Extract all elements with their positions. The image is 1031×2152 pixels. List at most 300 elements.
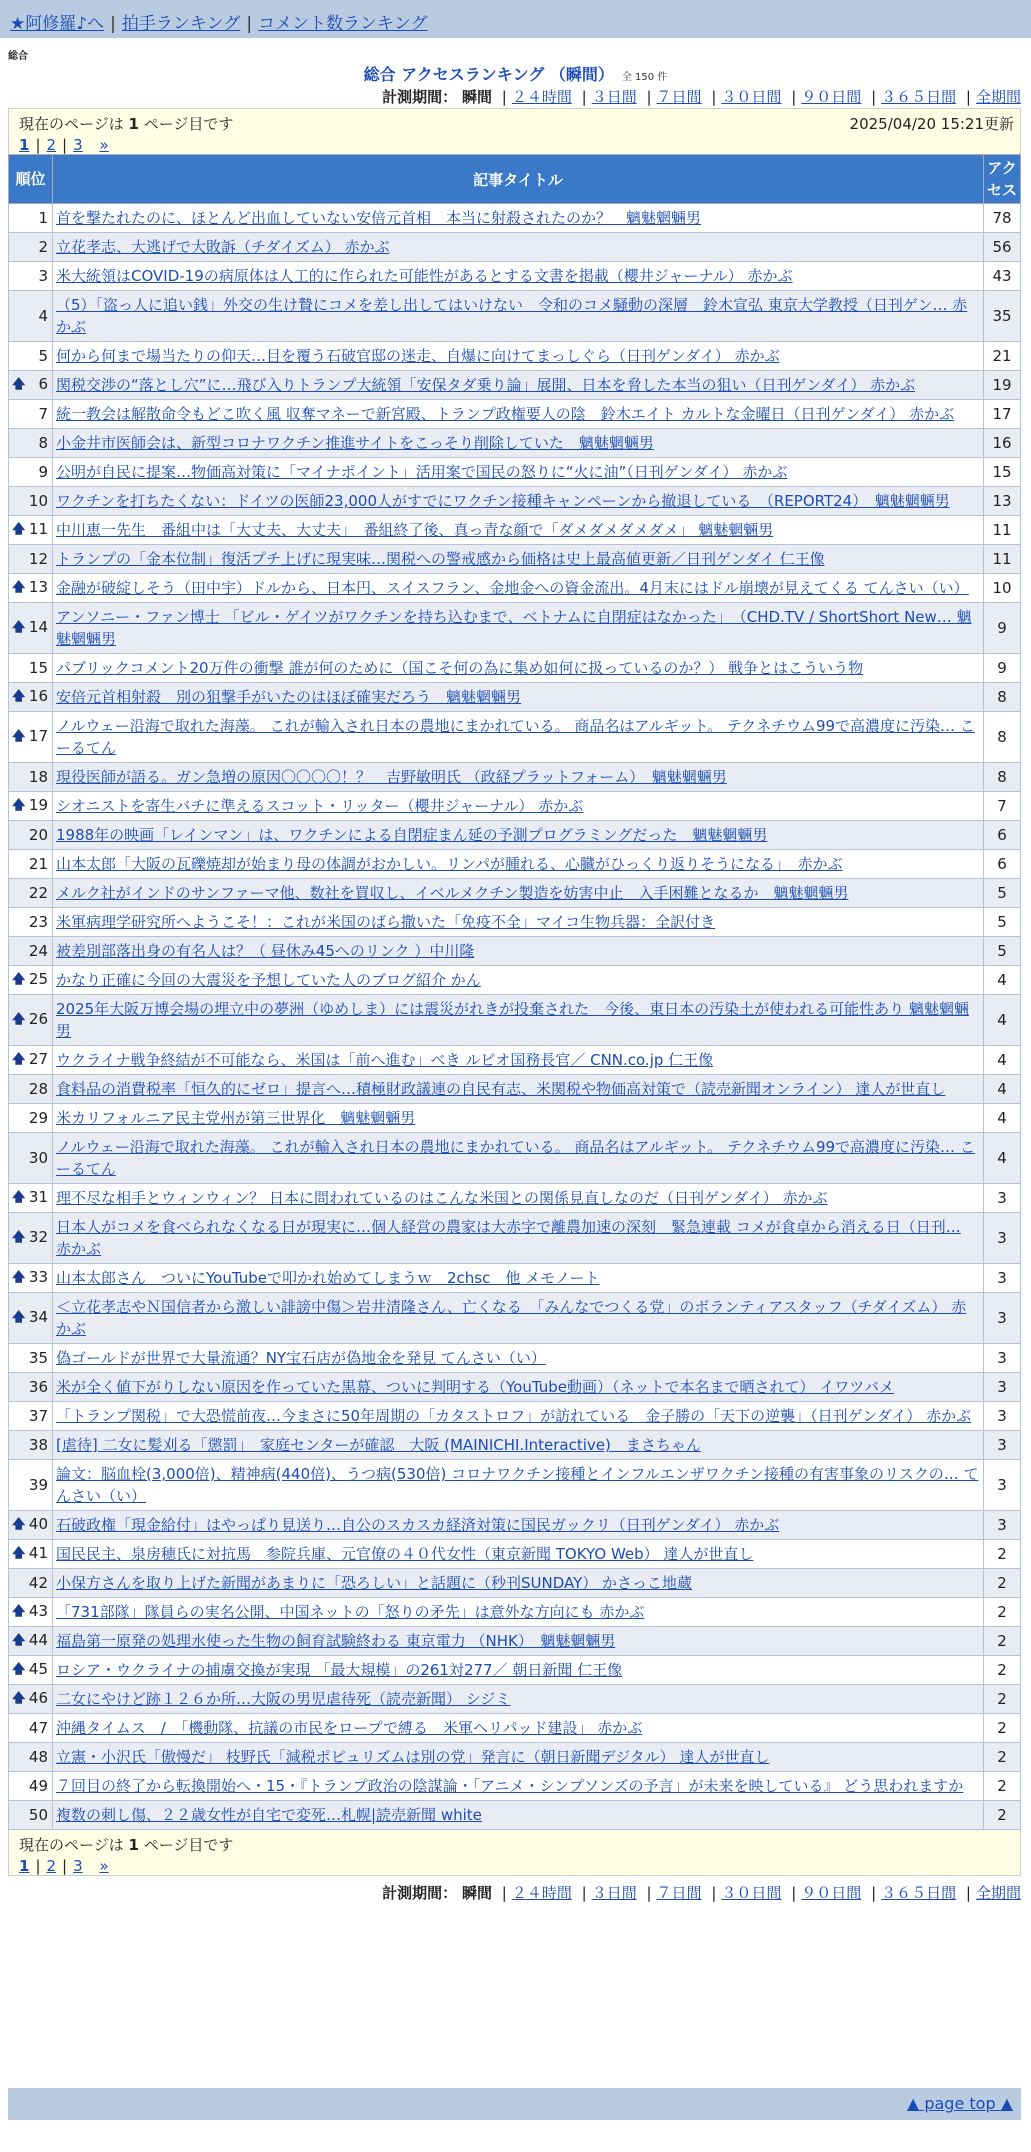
article-link[interactable]: ノルウェー沿海で取れた海藻。 これが輸入され日本の農地にまかれている。 商品名はアルギット。 テクネチウム99で高濃度に汚染… こーるてん xyxy=(56,1138,975,1178)
up-arrow-icon: 🡅 xyxy=(12,729,26,744)
title-cell xyxy=(53,291,984,342)
rank-number: 24 xyxy=(28,942,48,960)
rank-cell xyxy=(9,1772,53,1801)
article-link[interactable]: 金融が破綻しそう（田中宇）ドルから、日本円、スイスフラン、金地金への資金流出。4月末にはドル崩壊が見えてくる てんさい（い） xyxy=(56,579,969,597)
total-count: 全 150 件 xyxy=(621,72,668,83)
table-row xyxy=(9,763,1021,792)
period-separator: | xyxy=(501,88,507,106)
article-link[interactable]: 山本太郎「大阪の瓦礫焼却が始まり母の体調がおかしい。リンパが腫れる、心臓がひっくり返りそうになる」 赤かぶ xyxy=(56,855,843,873)
rank-cell xyxy=(9,204,53,233)
rank-number: 40 xyxy=(28,1515,48,1533)
rank-number: 34 xyxy=(28,1308,48,1326)
article-link[interactable]: 公明が自民に提案…物価高対策に「マイナポイント」活用案で国民の怒りに“火に油”（日刊ゲンダイ） 赤かぶ xyxy=(56,463,788,481)
access-count: 16 xyxy=(984,429,1021,458)
period-link[interactable]: ９０日間 xyxy=(801,88,862,106)
article-link[interactable]: 2025年大阪万博会場の埋立中の夢洲（ゆめしま）には震災がれきが投棄された 今後、東日本の汚染土が使われる可能性あり 魑魅魍魎男 xyxy=(56,1000,969,1040)
table-row xyxy=(9,545,1021,574)
article-link[interactable]: 食料品の消費税率「恒久的にゼロ」提言へ…積極財政議連の自民有志、米関税や物価高対策で（読売新聞オンライン） 達人が世直し xyxy=(56,1080,946,1098)
table-row xyxy=(9,1540,1021,1569)
title-cell xyxy=(53,763,984,792)
period-link[interactable]: ２４時間 xyxy=(511,1884,572,1902)
access-count: 19 xyxy=(984,371,1021,400)
article-link[interactable]: メルク社がインドのサンファーマ他、数社を買収し、イベルメクチン製造を妨害中止 入手困難となるか 魑魅魍魎男 xyxy=(56,884,849,902)
period-current: 瞬間 xyxy=(461,1884,492,1902)
title-cell xyxy=(53,371,984,400)
access-count: 3 xyxy=(984,1344,1021,1373)
table-row xyxy=(9,966,1021,995)
title-cell xyxy=(53,1772,984,1801)
period-link[interactable]: ３０日間 xyxy=(721,88,782,106)
table-row xyxy=(9,1714,1021,1743)
rank-cell xyxy=(9,1540,53,1569)
title-cell xyxy=(53,712,984,763)
table-row xyxy=(9,1184,1021,1213)
article-link[interactable]: 立憲・小沢氏「傲慢だ」 枝野氏「減税ポピュリズムは別の党」発言に（朝日新聞デジタル） 達人が世直し xyxy=(56,1748,770,1766)
article-link[interactable]: 何から何まで場当たりの仰天…目を覆う石破官邸の迷走、自爆に向けてまっしぐら（日刊ゲンダイ） 赤かぶ xyxy=(56,347,780,365)
period-link[interactable]: ３６５日間 xyxy=(881,88,957,106)
ranking-table xyxy=(8,154,1021,1830)
access-count: 2 xyxy=(984,1685,1021,1714)
article-link[interactable]: 立花孝志、大逃げで大敗訴（チダイズム） 赤かぶ xyxy=(56,238,390,256)
page-top-link[interactable]: ▲ page top ▲ xyxy=(906,2094,1013,2113)
article-link[interactable]: かなり正確に今回の大震災を予想していた人のブログ紹介 かん xyxy=(56,971,481,989)
up-arrow-icon: 🡅 xyxy=(12,1633,26,1648)
article-link[interactable]: 論文：脳血栓(3,000倍)、精神病(440倍)、うつ病(530倍) コロナワクチン接種とインフルエンザワクチン接種の有害事象のリスクの… てんさい（い） xyxy=(56,1465,979,1505)
up-arrow-icon: 🡅 xyxy=(12,1012,26,1027)
period-selector-top xyxy=(382,86,1021,107)
title-cell xyxy=(53,995,984,1046)
rank-number: 5 xyxy=(38,347,48,365)
period-link[interactable]: ３日間 xyxy=(591,88,637,106)
access-count: 17 xyxy=(984,400,1021,429)
pager-separator: | xyxy=(62,1857,68,1875)
period-link[interactable]: ３０日間 xyxy=(721,1884,782,1902)
updated-timestamp: 2025/04/20 15:21更新 xyxy=(849,115,1014,133)
article-link[interactable]: 1988年の映画「レインマン」は、ワクチンによる自閉症まん延の予測プログラミングだった 魑魅魍魎男 xyxy=(56,826,768,844)
pager-text: 現在のページは xyxy=(19,1836,129,1854)
rank-cell xyxy=(9,1569,53,1598)
access-count: 6 xyxy=(984,850,1021,879)
period-separator: | xyxy=(871,1884,877,1902)
next-page-link[interactable]: » xyxy=(99,136,109,154)
article-link[interactable]: シオニストを寄生バチに準えるスコット・リッター（櫻井ジャーナル） 赤かぶ xyxy=(56,797,584,815)
table-row xyxy=(9,995,1021,1046)
rank-number: 36 xyxy=(28,1378,48,1396)
rank-cell xyxy=(9,1743,53,1772)
pager-text: ページ目です xyxy=(138,1836,234,1854)
access-count: 5 xyxy=(984,879,1021,908)
table-row xyxy=(9,1431,1021,1460)
access-count: 15 xyxy=(984,458,1021,487)
page-link[interactable]: 1 xyxy=(19,136,30,154)
rank-number: 11 xyxy=(28,520,48,538)
pager-links xyxy=(19,1857,1010,1875)
rank-cell xyxy=(9,1213,53,1264)
rank-cell xyxy=(9,516,53,545)
nav-separator: | xyxy=(246,14,253,34)
rank-number: 41 xyxy=(28,1544,48,1562)
next-page-link[interactable]: » xyxy=(99,1857,109,1875)
period-separator: | xyxy=(791,88,797,106)
nav-separator: | xyxy=(110,14,116,34)
rank-cell xyxy=(9,1656,53,1685)
access-count: 11 xyxy=(984,516,1021,545)
table-row xyxy=(9,342,1021,371)
rank-number: 43 xyxy=(28,1602,48,1620)
rank-cell xyxy=(9,763,53,792)
access-count: 4 xyxy=(984,966,1021,995)
page-title xyxy=(0,62,1031,85)
table-row xyxy=(9,1293,1021,1344)
period-link[interactable]: ７日間 xyxy=(656,1884,702,1902)
period-label: 計測期間： xyxy=(382,1884,458,1902)
rank-number: 8 xyxy=(38,434,48,452)
article-link[interactable]: ウクライナ戦争終結が不可能なら、米国は「前へ進む」べき ルビオ国務長官／ CNN.co.jp 仁王像 xyxy=(56,1051,714,1069)
pager-bottom xyxy=(8,1830,1021,1876)
table-row xyxy=(9,908,1021,937)
access-count: 21 xyxy=(984,342,1021,371)
rank-number: 2 xyxy=(38,238,48,256)
access-count: 3 xyxy=(984,1460,1021,1511)
pager-text: 現在のページは xyxy=(19,115,129,133)
period-selector-bottom xyxy=(382,1882,1021,1903)
access-count: 13 xyxy=(984,487,1021,516)
table-row xyxy=(9,1104,1021,1133)
access-count: 3 xyxy=(984,1373,1021,1402)
clap-ranking-link[interactable]: 拍手ランキング xyxy=(121,14,241,34)
article-link[interactable]: 偽ゴールドが世界で大量流通？NY宝石店が偽地金を発見 てんさい（い） xyxy=(56,1349,546,1367)
table-row xyxy=(9,1685,1021,1714)
article-link[interactable]: 米大統領はCOVID-19の病原体は人工的に作られた可能性があるとする文書を掲載（櫻井ジャーナル） 赤かぶ xyxy=(56,267,793,285)
article-link[interactable]: 理不尽な相手とウィンウィン？ 日本に問われているのはこんな米国との関係見直しなのだ（日刊ゲンダイ） 赤かぶ xyxy=(56,1189,828,1207)
table-header-row xyxy=(9,155,1021,204)
table-row xyxy=(9,1627,1021,1656)
rank-cell xyxy=(9,1627,53,1656)
access-header: アクセス xyxy=(984,155,1021,204)
access-count: 4 xyxy=(984,1104,1021,1133)
rank-cell xyxy=(9,342,53,371)
article-link[interactable]: （5）「盗っ人に追い銭」外交の生け贄にコメを差し出してはいけない 令和のコメ騒動の深層 鈴木宣弘 東京大学教授（日刊ゲン… 赤かぶ xyxy=(56,296,968,336)
page-link[interactable]: 1 xyxy=(19,1857,30,1875)
rank-number: 31 xyxy=(28,1188,48,1206)
page-link[interactable]: 3 xyxy=(73,136,83,154)
access-count: 56 xyxy=(984,233,1021,262)
title-cell xyxy=(53,1598,984,1627)
title-cell xyxy=(53,1046,984,1075)
article-link[interactable]: 関税交渉の“落とし穴”に…飛び入りトランプ大統領「安保タダ乗り論」展開、日本を脅した本当の狙い（日刊ゲンダイ） 赤かぶ xyxy=(56,376,916,394)
rank-cell xyxy=(9,545,53,574)
rank-number: 23 xyxy=(28,913,48,931)
up-arrow-icon: 🡅 xyxy=(12,689,26,704)
access-count: 4 xyxy=(984,1046,1021,1075)
page-link[interactable]: 3 xyxy=(73,1857,83,1875)
period-label: 計測期間： xyxy=(382,88,458,106)
article-link[interactable]: 現役医師が語る。ガン急増の原因〇〇〇〇！？ 吉野敏明氏 （政経プラットフォーム） 魑魅魍魎男 xyxy=(56,768,727,786)
rank-cell xyxy=(9,1293,53,1344)
access-count: 2 xyxy=(984,1540,1021,1569)
up-arrow-icon: 🡅 xyxy=(12,1691,26,1706)
rank-number: 4 xyxy=(38,307,48,325)
access-count: 6 xyxy=(984,821,1021,850)
article-link[interactable]: 「731部隊」隊員らの実名公開、中国ネットの「怒りの矛先」は意外な方向にも 赤かぶ xyxy=(56,1603,645,1621)
rank-cell xyxy=(9,1685,53,1714)
rank-cell xyxy=(9,712,53,763)
access-count: 78 xyxy=(984,204,1021,233)
table-row xyxy=(9,371,1021,400)
article-link[interactable]: 福島第一原発の処理水使った生物の飼育試験終わる 東京電力 （NHK） 魑魅魍魎男 xyxy=(56,1632,616,1650)
article-link[interactable]: パブリックコメント20万件の衝撃 誰が何のために（国こそ何の為に集め如何に扱っているのか？） 戦争とはこういう物 xyxy=(56,659,864,677)
article-link[interactable]: トランプの「金本位制」復活プチ上げに現実味…関税への警戒感から価格は史上最高値更新／日刊ゲンダイ 仁王像 xyxy=(56,550,825,568)
rank-cell xyxy=(9,233,53,262)
article-link[interactable]: 国民民主、泉房穂氏に対抗馬 参院兵庫、元官僚の４０代女性（東京新聞 TOKYO Web） 達人が世直し xyxy=(56,1545,754,1563)
access-count: 8 xyxy=(984,683,1021,712)
article-link[interactable]: 安倍元首相射殺 別の狙撃手がいたのはほぼ確実だろう 魑魅魍魎男 xyxy=(56,688,522,706)
table-row xyxy=(9,1264,1021,1293)
article-link[interactable]: 沖縄タイムス / 「機動隊、抗議の市民をロープで縛る 米軍ヘリパッド建設」 赤かぶ xyxy=(56,1719,643,1737)
rank-number: 18 xyxy=(28,768,48,786)
rank-cell xyxy=(9,400,53,429)
up-arrow-icon: 🡅 xyxy=(12,972,26,987)
period-link[interactable]: 全期間 xyxy=(975,1884,1021,1902)
article-link[interactable]: 米軍病理学研究所へようこそ！：これが米国のばら撒いた「免疫不全」マイコ生物兵器：全訳付き xyxy=(56,913,716,931)
rank-cell xyxy=(9,429,53,458)
access-count: 3 xyxy=(984,1293,1021,1344)
access-count: 3 xyxy=(984,1213,1021,1264)
title-cell xyxy=(53,516,984,545)
table-row xyxy=(9,487,1021,516)
rank-number: 10 xyxy=(28,492,48,510)
article-link[interactable]: 被差別部落出身の有名人は？（ 昼休み45へのリンク ）中川隆 xyxy=(56,942,475,960)
access-count: 2 xyxy=(984,1569,1021,1598)
title-cell xyxy=(53,879,984,908)
rank-cell xyxy=(9,879,53,908)
up-arrow-icon: 🡅 xyxy=(12,1052,26,1067)
rank-cell xyxy=(9,1104,53,1133)
table-row xyxy=(9,233,1021,262)
article-link[interactable]: [虐待] 二女に髪刈る「懲罰」 家庭センターが確認 大阪 (MAINICHI.Interactive) まさちゃん xyxy=(56,1436,701,1454)
period-separator: | xyxy=(646,88,652,106)
table-row xyxy=(9,937,1021,966)
rank-number: 7 xyxy=(38,405,48,423)
rank-cell xyxy=(9,683,53,712)
rank-number: 45 xyxy=(28,1660,48,1678)
period-separator: | xyxy=(791,1884,797,1902)
title-cell xyxy=(53,487,984,516)
access-count: 3 xyxy=(984,1431,1021,1460)
article-link[interactable]: 首を撃たれたのに、ほとんど出血していない安倍元首相 本当に射殺されたのか？ 魑魅魍魎男 xyxy=(56,209,702,227)
footer-bar xyxy=(8,2088,1021,2120)
rank-cell xyxy=(9,654,53,683)
article-link[interactable]: ノルウェー沿海で取れた海藻。 これが輸入され日本の農地にまかれている。 商品名はアルギット。 テクネチウム99で高濃度に汚染… こーるてん xyxy=(56,717,975,757)
access-count: 10 xyxy=(984,574,1021,603)
pager-text: ページ目です xyxy=(138,115,234,133)
article-link[interactable]: 中川恵一先生 番組中は「大丈夫、大丈夫」 番組終了後、真っ青な顔で「ダメダメダメダメ」 魑魅魍魎男 xyxy=(56,521,774,539)
access-count: 4 xyxy=(984,1133,1021,1184)
title-cell xyxy=(53,400,984,429)
title-cell xyxy=(53,937,984,966)
period-link[interactable]: ２４時間 xyxy=(511,88,572,106)
article-link[interactable]: 小保方さんを取り上げた新聞があまりに「恐ろしい」と話題に（秒刊SUNDAY） かさっこ地蔵 xyxy=(56,1574,693,1592)
rank-cell xyxy=(9,1373,53,1402)
table-row xyxy=(9,1373,1021,1402)
rank-cell xyxy=(9,1402,53,1431)
title-cell xyxy=(53,1511,984,1540)
article-link[interactable]: 日本人がコメを食べられなくなる日が現実に…個人経営の農家は大赤字で離農加速の深刻 緊急連載 コメが食卓から消える日（日刊… 赤かぶ xyxy=(56,1218,961,1258)
title-cell xyxy=(53,1402,984,1431)
title-cell xyxy=(53,1801,984,1830)
period-link[interactable]: ３６５日間 xyxy=(881,1884,957,1902)
rank-cell xyxy=(9,937,53,966)
rank-cell xyxy=(9,1344,53,1373)
up-arrow-icon: 🡅 xyxy=(12,522,26,537)
title-cell xyxy=(53,1075,984,1104)
up-arrow-icon: 🡅 xyxy=(12,1270,26,1285)
article-link[interactable]: 「トランプ関税」で大恐慌前夜…今まさに50年周期の「カタストロフ」が訪れている 金子勝の「天下の逆襲」（日刊ゲンダイ） 赤かぶ xyxy=(56,1407,972,1425)
table-row xyxy=(9,204,1021,233)
rank-number: 30 xyxy=(28,1149,48,1167)
rank-cell xyxy=(9,1046,53,1075)
period-separator: | xyxy=(965,88,971,106)
rank-number: 15 xyxy=(28,659,48,677)
rank-cell xyxy=(9,603,53,654)
rank-cell xyxy=(9,850,53,879)
table-row xyxy=(9,262,1021,291)
access-count: 2 xyxy=(984,1801,1021,1830)
page-link[interactable]: 2 xyxy=(46,136,57,154)
access-count: 2 xyxy=(984,1743,1021,1772)
period-separator: | xyxy=(501,1884,507,1902)
title-cell xyxy=(53,204,984,233)
period-separator: | xyxy=(965,1884,971,1902)
article-link[interactable]: 米が全く値下がりしない原因を作っていた黒幕、ついに判明する（YouTube動画）（ネットで本名まで晒されて） イワツバメ xyxy=(56,1378,894,1396)
access-count: 3 xyxy=(984,1511,1021,1540)
ranking-panel xyxy=(8,108,1021,1876)
up-arrow-icon: 🡅 xyxy=(12,377,26,392)
rank-cell xyxy=(9,1184,53,1213)
table-row xyxy=(9,291,1021,342)
rank-cell xyxy=(9,1511,53,1540)
rank-number: 29 xyxy=(28,1109,48,1127)
title-cell xyxy=(53,1656,984,1685)
rank-cell xyxy=(9,1714,53,1743)
title-cell xyxy=(53,654,984,683)
table-row xyxy=(9,1656,1021,1685)
table-row xyxy=(9,712,1021,763)
rank-cell xyxy=(9,1460,53,1511)
home-link[interactable]: ★阿修羅♪へ xyxy=(10,14,105,34)
rank-number: 17 xyxy=(28,727,48,745)
article-link[interactable]: ７回目の終了から転換開始へ・15・『トランプ政治の陰謀論・「アニメ・シンプソンズの予言」が未来を映している』 どう思われますか xyxy=(56,1777,964,1795)
article-link[interactable]: ＜立花孝志やＮ国信者から激しい誹謗中傷＞岩井清隆さん、亡くなる 「みんなでつくる党」のボランティアスタッフ（チダイズム） 赤かぶ xyxy=(56,1298,967,1338)
rank-number: 16 xyxy=(28,687,48,705)
title-header: 記事タイトル xyxy=(53,155,984,204)
rank-number: 28 xyxy=(28,1080,48,1098)
access-count: 9 xyxy=(984,654,1021,683)
rank-number: 50 xyxy=(28,1806,48,1824)
title-cell xyxy=(53,792,984,821)
rank-number: 6 xyxy=(38,375,48,393)
article-link[interactable]: ワクチンを打ちたくない：ドイツの医師23,000人がすでにワクチン接種キャンペーンから撤退している （REPORT24） 魑魅魍魎男 xyxy=(56,492,950,510)
article-link[interactable]: 複数の刺し傷、２２歳女性が自宅で変死…札幌|読売新聞 white xyxy=(56,1806,482,1824)
rank-number: 42 xyxy=(28,1574,48,1592)
article-link[interactable]: 統一教会は解散命令もどこ吹く風 収奪マネーで新宮殿、トランプ政権要人の陰 鈴木エイト カルトな金曜日（日刊ゲンダイ） 赤かぶ xyxy=(56,405,955,423)
period-link[interactable]: 全期間 xyxy=(975,88,1021,106)
period-link[interactable]: ３日間 xyxy=(591,1884,637,1902)
article-link[interactable]: 小金井市医師会は、新型コロナワクチン推進サイトをこっそり削除していた 魑魅魍魎男 xyxy=(56,434,654,452)
access-count: 4 xyxy=(984,995,1021,1046)
rank-cell xyxy=(9,458,53,487)
title-cell xyxy=(53,429,984,458)
article-link[interactable]: 米カリフォルニア民主党州が第三世界化 魑魅魍魎男 xyxy=(56,1109,416,1127)
rank-cell xyxy=(9,1133,53,1184)
title-cell xyxy=(53,1104,984,1133)
rank-cell xyxy=(9,371,53,400)
up-arrow-icon: 🡅 xyxy=(12,1546,26,1561)
rank-header: 順位 xyxy=(9,155,53,204)
rank-cell xyxy=(9,821,53,850)
rank-cell xyxy=(9,995,53,1046)
article-link[interactable]: アンソニー・ファン博士 「ビル・ゲイツがワクチンを持ち込むまで、ベトナムに自閉症はなかった」 （CHD.TV / ShortShort New… 魑魅魍魎男 xyxy=(56,608,972,648)
period-link[interactable]: ７日間 xyxy=(656,88,702,106)
table-row xyxy=(9,574,1021,603)
pager-links xyxy=(19,136,1010,154)
access-count: 2 xyxy=(984,1627,1021,1656)
up-arrow-icon: 🡅 xyxy=(12,1190,26,1205)
table-row xyxy=(9,1511,1021,1540)
access-count: 7 xyxy=(984,792,1021,821)
article-link[interactable]: ロシア・ウクライナの捕虜交換が実現 「最大規模」の261対277／ 朝日新聞 仁王像 xyxy=(56,1661,623,1679)
table-row xyxy=(9,879,1021,908)
table-row xyxy=(9,1133,1021,1184)
access-count: 9 xyxy=(984,603,1021,654)
up-arrow-icon: 🡅 xyxy=(12,1310,26,1325)
pager-separator xyxy=(89,1857,94,1875)
up-arrow-icon: 🡅 xyxy=(12,620,26,635)
table-row xyxy=(9,1772,1021,1801)
article-link[interactable]: 二女にやけど跡１２６か所…大阪の男児虐待死（読売新聞） シジミ xyxy=(56,1690,511,1708)
table-row xyxy=(9,1213,1021,1264)
table-row xyxy=(9,792,1021,821)
period-separator: | xyxy=(581,88,587,106)
article-link[interactable]: 石破政権「現金給付」はやっぱり見送り…自公のスカスカ経済対策に国民ガックリ（日刊ゲンダイ） 赤かぶ xyxy=(56,1516,780,1534)
up-arrow-icon: 🡅 xyxy=(12,580,26,595)
pager-current: 1 xyxy=(128,115,139,133)
table-row xyxy=(9,1046,1021,1075)
title-cell xyxy=(53,1460,984,1511)
rank-cell xyxy=(9,1264,53,1293)
table-row xyxy=(9,603,1021,654)
article-link[interactable]: 山本太郎さん ついにYouTubeで叩かれ始めてしまうｗ 2chsc 他 メモノート xyxy=(56,1269,600,1287)
table-row xyxy=(9,429,1021,458)
page-link[interactable]: 2 xyxy=(46,1857,57,1875)
table-row xyxy=(9,1801,1021,1830)
table-row xyxy=(9,850,1021,879)
period-link[interactable]: ９０日間 xyxy=(801,1884,862,1902)
title-cell xyxy=(53,683,984,712)
pager-separator: | xyxy=(62,136,68,154)
access-count: 2 xyxy=(984,1598,1021,1627)
title-cell xyxy=(53,1373,984,1402)
rank-number: 33 xyxy=(28,1268,48,1286)
comment-ranking-link[interactable]: コメント数ランキング xyxy=(258,14,428,34)
rank-cell xyxy=(9,291,53,342)
rank-number: 49 xyxy=(28,1777,48,1795)
access-count: 35 xyxy=(984,291,1021,342)
table-row xyxy=(9,1569,1021,1598)
period-separator: | xyxy=(711,1884,717,1902)
pager-status xyxy=(19,1834,1010,1855)
rank-cell xyxy=(9,1801,53,1830)
